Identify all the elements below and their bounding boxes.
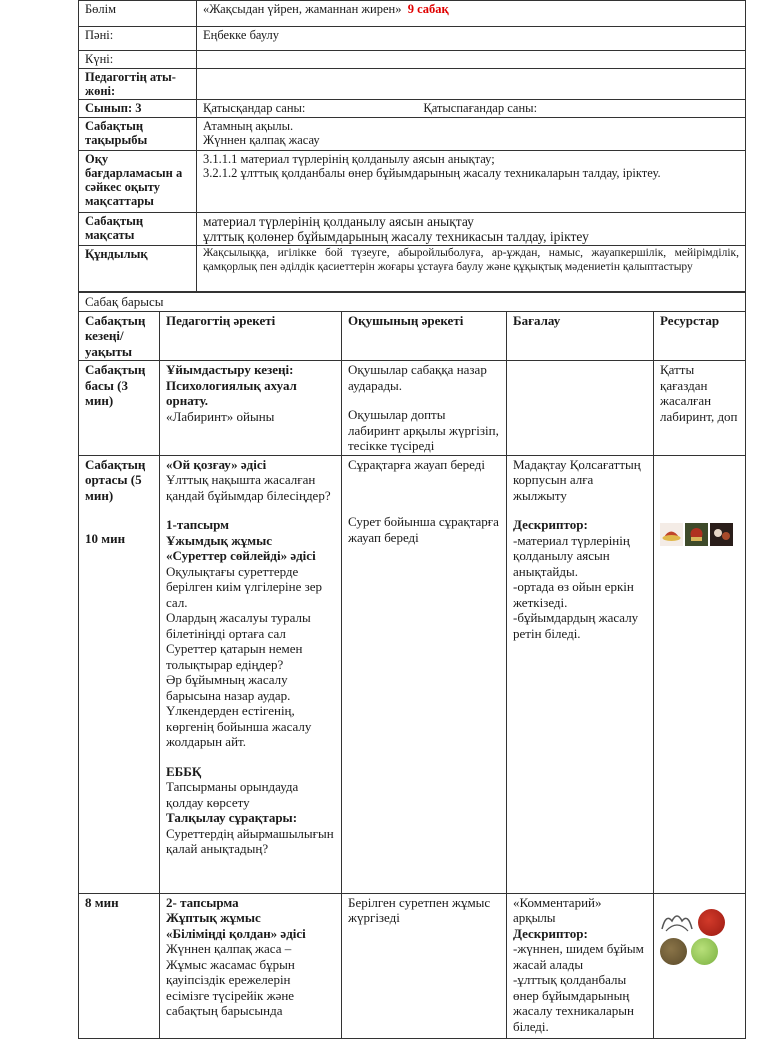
ebbk-label: ЕББҚ bbox=[166, 763, 202, 779]
ornament-picture-icon bbox=[660, 909, 694, 936]
aims-label: Сабақтың мақсаты bbox=[79, 213, 197, 246]
descriptor-3: -бұйымдардың жасалу ретін біледі. bbox=[513, 610, 639, 641]
student-start-a: Оқушылар сабаққа назар аударады. bbox=[348, 362, 487, 393]
descriptor-label: Дескриптор: bbox=[513, 517, 588, 532]
absent-label: Қатыспағандар саны: bbox=[423, 101, 538, 115]
red-yarn-icon bbox=[698, 909, 725, 936]
hat-picture-2-icon bbox=[685, 523, 708, 546]
discussion-label: Талқылау сұрақтары: bbox=[166, 810, 298, 825]
lesson-table bbox=[78, 292, 746, 1039]
topic-line-2: Жүннен қалпақ жасау bbox=[203, 133, 320, 147]
org-stage: Ұйымдастыру кезеңі: Психологиялық ахуал орнату. bbox=[166, 362, 297, 408]
hat-picture-3-icon bbox=[710, 523, 733, 546]
assess-task2 bbox=[507, 893, 654, 1038]
stage-task2: 8 мин bbox=[79, 893, 160, 1038]
brown-yarn-icon bbox=[660, 938, 687, 965]
student-task2: Берілген суретпен жұмыс жүргізеді bbox=[342, 893, 507, 1038]
topic-line-1: Атамның ақылы. bbox=[203, 119, 294, 133]
values-text: Жақсылыққа, игілікке бой түзеуге, абыройлыболуға, ар-ұждан, намыс, жауапкершілік, мейірімділік, қамқорлық пен әділдік қасиеттерін жоғары ұстауға баулу және құқықтық мәдениетін қалыптастыру bbox=[197, 246, 746, 292]
assess-middle bbox=[507, 455, 654, 893]
task-2-text: Жүннен қалпақ жаса – Жұмыс жасамас бұрын қауіпсіздік ережелерін есімізге түсірейік және сабақтың барысында bbox=[166, 941, 295, 1018]
task-1-sub: Ұжымдық жұмыс bbox=[166, 532, 272, 548]
class-label: Сынып: 3 bbox=[79, 100, 197, 118]
discussion-text: Суреттердің айырмашылығын қалай анықтадың? bbox=[166, 825, 334, 856]
student-middle-a: Сұрақтарға жауап береді bbox=[348, 456, 485, 472]
task-1-method: «Суреттер сөйлейді» әдісі bbox=[166, 548, 316, 563]
date-label: Күні: bbox=[79, 51, 197, 69]
col-student: Оқушының әрекеті bbox=[342, 311, 507, 361]
task-1-text-2: Олардың жасалуы туралы білетініңді ортаға сал Суреттер қатарын немен толықтырар едіңдер? bbox=[166, 610, 311, 672]
labyrinth-game: «Лабиринт» ойыны bbox=[166, 408, 275, 424]
values-label: Құндылық bbox=[79, 246, 197, 292]
topic-value bbox=[197, 118, 746, 151]
subject-label: Пәні: bbox=[79, 27, 197, 51]
praise: Мадақтау Қолсағаттың корпусын алға жылжыту bbox=[513, 456, 641, 503]
comment-method: «Комментарий» арқылы bbox=[513, 894, 602, 925]
header-table bbox=[78, 0, 746, 292]
aims-value bbox=[197, 213, 746, 246]
section-value: «Жақсыдан үйрен, жаманнан жирен» 9 сабақ bbox=[197, 1, 746, 27]
stage-middle-time: 10 мин bbox=[85, 531, 126, 546]
date-value bbox=[197, 51, 746, 69]
task-2-sub: Жұптық жұмыс bbox=[166, 910, 261, 925]
task-1-text-1: Оқулықтағы суреттерде берілген киім үлгілеріне зер сал. bbox=[166, 563, 322, 610]
descriptor-2-2: -ұлттық қолданбалы өнер бұйымдарының жасалу техникаларын біледі. bbox=[513, 972, 634, 1034]
resources-start: Қатты қағаздан жасалған лабиринт, доп bbox=[654, 361, 746, 456]
student-middle bbox=[342, 455, 507, 893]
descriptor-2-1: -жүннен, шидем бұйым жасай алады bbox=[513, 941, 644, 972]
student-middle-b: Сурет бойынша сұрақтарға жауап береді bbox=[348, 514, 499, 545]
method-1-text: Ұлттық нақышта жасалған қандай бұйымдар білесіңдер? bbox=[166, 472, 331, 503]
student-start bbox=[342, 361, 507, 456]
goal-1: 3.1.1.1 материал түрлерінің қолданылу аясын анықтау; bbox=[203, 152, 495, 166]
task-1-title: 1-тапсырм bbox=[166, 517, 230, 532]
section-label: Бөлім bbox=[79, 1, 197, 27]
goals-value bbox=[197, 151, 746, 213]
hat-picture-1-icon bbox=[660, 523, 683, 546]
task-2-method: «Біліміңді қолдан» әдісі bbox=[166, 925, 306, 941]
attendance bbox=[197, 100, 746, 118]
stage-middle-label: Сабақтың ортасы (5 мин) bbox=[85, 456, 146, 503]
green-yarn-icon bbox=[691, 938, 718, 965]
col-stage: Сабақтың кезеңі/ уақыты bbox=[79, 311, 160, 361]
stage-middle bbox=[79, 455, 160, 893]
resources-task2 bbox=[654, 893, 746, 1038]
aim-1: материал түрлерінің қолданылу аясын анықтау bbox=[203, 214, 474, 229]
hat-pictures bbox=[660, 523, 739, 546]
col-assessment: Бағалау bbox=[507, 311, 654, 361]
teacher-middle bbox=[160, 455, 342, 893]
teacher-start bbox=[160, 361, 342, 456]
descriptor-1: -материал түрлерінің қолданылу аясын анықтайды. bbox=[513, 532, 630, 579]
teacher-label: Педагогтің аты-жөні: bbox=[79, 69, 197, 100]
resources-middle bbox=[654, 455, 746, 893]
lesson-number: 9 сабақ bbox=[407, 2, 449, 16]
topic-label: Сабақтың тақырыбы bbox=[79, 118, 197, 151]
task-2-title: 2- тапсырма bbox=[166, 894, 239, 910]
present-label: Қатысқандар саны: bbox=[203, 101, 306, 115]
ebbk-text: Тапсырманы орындауда қолдау көрсету bbox=[166, 779, 299, 810]
descriptor-2: -ортада өз ойын еркін жеткізеді. bbox=[513, 579, 634, 610]
method-1: «Ой қозғау» әдісі bbox=[166, 456, 267, 472]
descriptor-label-2: Дескриптор: bbox=[513, 925, 588, 941]
stage-start: Сабақтың басы (3 мин) bbox=[79, 361, 160, 456]
lesson-plan bbox=[78, 0, 745, 1039]
student-start-b: Оқушылар допты лабиринт арқылы жүргізіп, тесікке түсіреді bbox=[348, 407, 499, 453]
teacher-value bbox=[197, 69, 746, 100]
teacher-task2 bbox=[160, 893, 342, 1038]
goals-label: Оқу бағдарламасын а сәйкес оқыту мақсаттары bbox=[79, 151, 197, 213]
assess-start bbox=[507, 361, 654, 456]
subject-value: Еңбекке баулу bbox=[197, 27, 746, 51]
col-resources: Ресурстар bbox=[654, 311, 746, 361]
task-1-text-3: Әр бұйымның жасалу барысына назар аудар. Үлкендерден естігенің, көргенің бойынша жасалу жолдарын айт. bbox=[166, 672, 312, 749]
goal-2: 3.2.1.2 ұлттық қолданбалы өнер бұйымдарының жасалу техникаларын талдау, іріктеу. bbox=[203, 166, 661, 180]
lesson-flow-title: Сабақ барысы bbox=[79, 293, 746, 312]
aim-2: ұлттық қолөнер бұйымдарының жасалу техникасын талдау, іріктеу bbox=[203, 229, 589, 244]
col-teacher: Педагогтің әрекеті bbox=[160, 311, 342, 361]
